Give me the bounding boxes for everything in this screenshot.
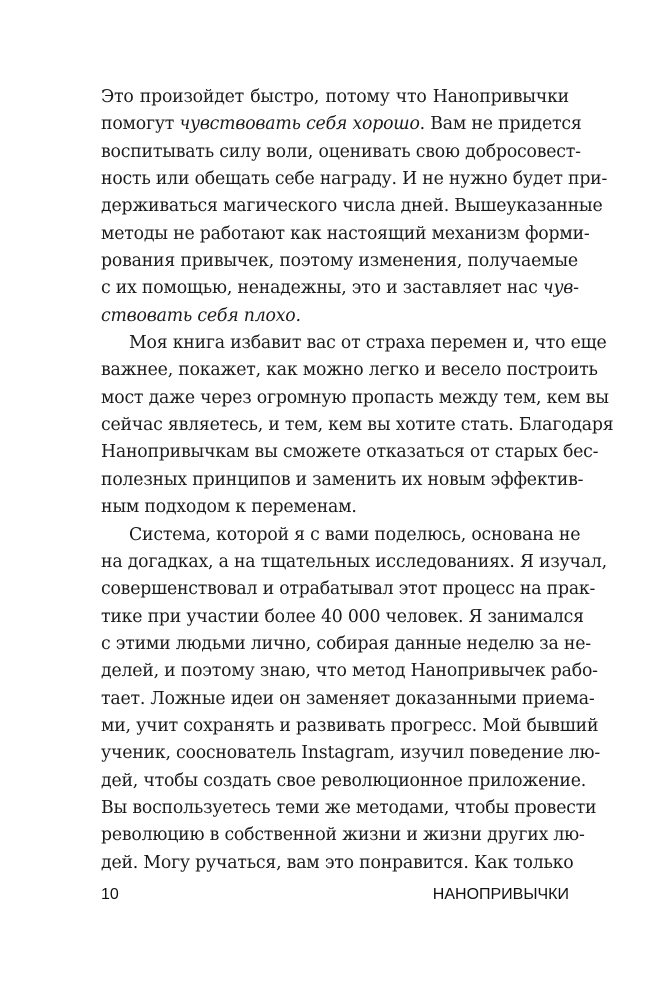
text-line <box>101 631 591 658</box>
text-line <box>101 84 569 111</box>
text-segment: совершенствовал и отрабатывал этот процесс на прак- <box>101 579 596 600</box>
text-segment: тике при участии более 40 000 человек. Я занимался <box>101 606 584 627</box>
text-line <box>101 385 609 412</box>
text-line <box>101 768 587 795</box>
text-line <box>101 658 598 685</box>
text-line <box>101 494 569 521</box>
text-segment: Система, которой я с вами поделюсь, основана не <box>129 524 581 545</box>
text-line <box>101 303 569 330</box>
text-line <box>101 357 598 384</box>
text-segment: Это произойдет быстро, потому что Нанопривычки <box>101 87 569 107</box>
text-segment: мост даже через огромную пропасть между тем, кем вы <box>101 387 609 408</box>
text-line <box>101 111 582 138</box>
text-line <box>101 522 581 549</box>
text-line <box>101 412 614 439</box>
text-segment: Вы воспользуетесь теми же методами, чтобы провести <box>101 797 597 818</box>
text-line <box>101 604 584 631</box>
page-footer <box>101 886 569 904</box>
text-segment: . Вам не придется <box>419 114 582 135</box>
text-line <box>101 275 579 302</box>
text-line <box>101 166 608 193</box>
italic-text: ствовать себя плохо. <box>101 305 301 326</box>
text-segment: Нанопривычкам вы сможете отказаться от старых бес- <box>101 442 599 463</box>
text-segment: тает. Ложные идеи он заменяет доказанными приема- <box>101 688 595 709</box>
italic-text: чувствовать себя хорошо <box>179 114 420 135</box>
text-line <box>101 576 596 603</box>
text-segment: дей, чтобы создать свое революционное приложение. <box>101 770 587 791</box>
text-segment: ми, учит сохранять и развивать прогресс. Мой бывший <box>101 715 599 736</box>
text-segment: революцию в собственной жизни и жизни других лю- <box>101 825 585 846</box>
text-line <box>101 549 607 576</box>
text-line <box>101 686 595 713</box>
text-line <box>101 795 597 822</box>
text-line <box>101 330 607 357</box>
text-line <box>101 439 599 466</box>
text-line <box>101 713 599 740</box>
text-segment: с их помощью, ненадежны, это и заставляет нас <box>101 278 543 299</box>
text-line <box>101 221 590 248</box>
text-line <box>101 139 581 166</box>
text-segment: ученик, сооснователь Instagram, изучил поведение лю- <box>101 743 600 764</box>
text-line <box>101 850 574 877</box>
italic-text: чув- <box>542 278 579 299</box>
text-segment: на догадках, а на тщательных исследованиях. Я изучал, <box>101 551 607 572</box>
text-segment: ным подходом к переменам. <box>101 497 357 518</box>
text-line <box>101 740 600 767</box>
text-segment: дей. Могу ручаться, вам это понравится. Как только <box>101 852 574 873</box>
text-segment: важнее, покажет, как можно легко и весело построить <box>101 360 598 381</box>
text-line <box>101 248 578 275</box>
text-line <box>101 822 585 849</box>
text-segment: с этими людьми лично, собирая данные неделю за не- <box>101 633 591 654</box>
page-number: 10 <box>101 886 119 903</box>
body-text <box>101 84 614 877</box>
text-segment: рования привычек, поэтому изменения, получаемые <box>101 251 578 272</box>
text-segment: воспитывать силу воли, оценивать свою добросовест- <box>101 141 581 162</box>
text-segment: Моя книга избавит вас от страха перемен и, что еще <box>129 333 607 354</box>
text-segment: сейчас являетесь, и тем, кем вы хотите стать. Благодаря <box>101 415 614 436</box>
text-segment: ность или обещать себе награду. И не нужно будет при- <box>101 169 608 190</box>
running-title: НАНОПРИВЫЧКИ <box>432 886 569 903</box>
text-segment: полезных принципов и заменить их новым эффектив- <box>101 469 584 490</box>
text-segment: методы не работают как настоящий механизм форми- <box>101 223 590 244</box>
text-segment: держиваться магического числа дней. Вышеуказанные <box>101 196 603 217</box>
text-segment: делей, и поэтому знаю, что метод Нанопривычек рабо- <box>101 661 598 682</box>
text-line <box>101 193 603 220</box>
text-segment: помогут <box>101 114 180 135</box>
text-line <box>101 467 584 494</box>
